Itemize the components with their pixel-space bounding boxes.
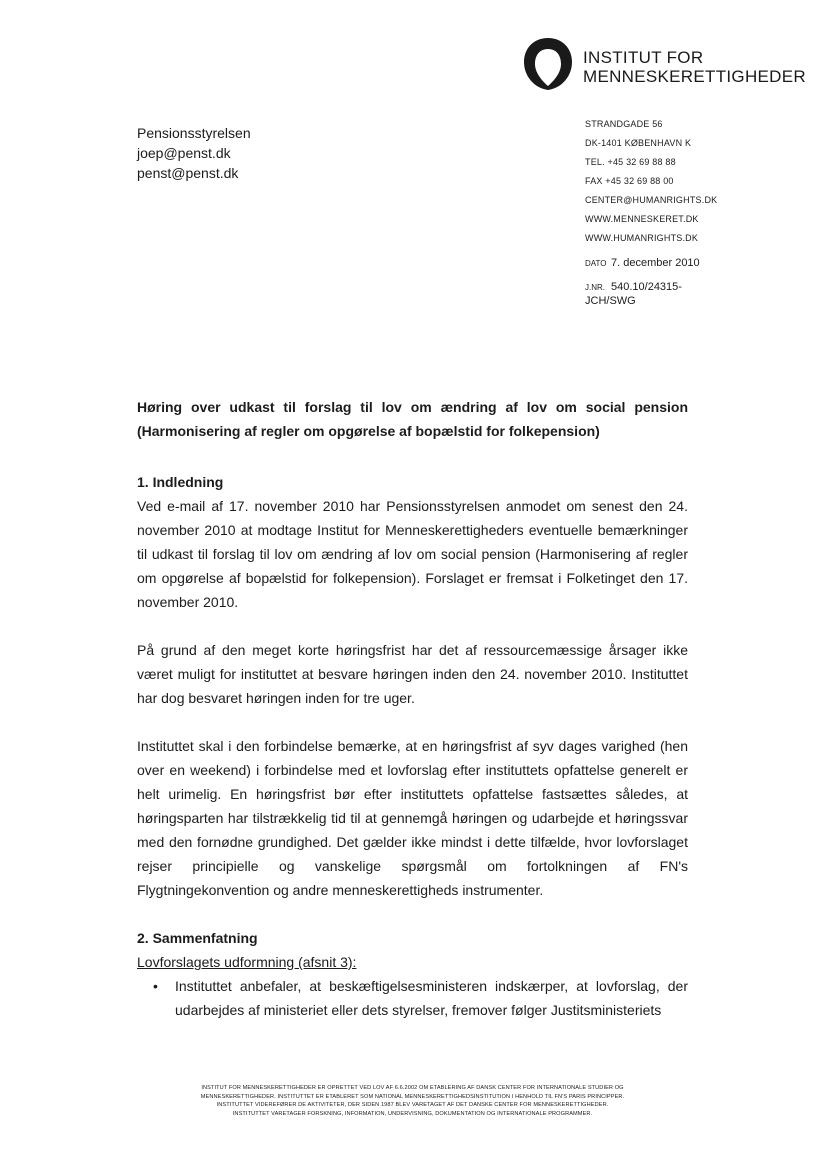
logo-line-2: MENNESKERETTIGHEDER <box>583 67 806 86</box>
summary-list <box>137 974 688 1022</box>
footer-line-3: INSTITUTTET VIDEREFØRER DE AKTIVITETER, DER SIDEN 1987 BLEV VARETAGET AF DET DANSKE CENTER FOR MENNESKERETTIGHEDER. <box>216 1102 609 1109</box>
section-1-paragraph-3: Instituttet skal i den forbindelse bemærke, at en høringsfrist af syv dages varighed (hen over en weekend) i forbindelse med et lovforslag efter instituttets opfattelse generelt er helt urimelig. En høringsfrist bør efter instituttets opfattelse fastsættes således, at høringsparten har tilstrækkelig tid til at gennemgå høringen og udarbejde et høringssvar med den fornødne grundighed. Det gælder ikke mindst i dette tilfælde, hvor lovforslaget rejser principielle og vanskelige spørgsmål om fortolkningen af FN's Flygtningekonvention og andre menneskerettigheds instrumenter. <box>137 738 688 898</box>
address-street: STRANDGADE 56 <box>585 119 663 129</box>
date-text: 7. december 2010 <box>611 257 700 269</box>
section-1-paragraph-1: Ved e-mail af 17. november 2010 har Pensionsstyrelsen anmodet om senest den 24. november 2010 at modtage Institut for Menneskerettigheders eventuelle bemærkninger til udkast til forslag til lov om ændring af lov om social pension (Harmonisering af regler om opgørelse af bopælstid for folkepension). Forslaget er fremsat i Folketinget den 17. november 2010. <box>137 498 688 610</box>
recipient-block <box>137 123 251 183</box>
logo-wordmark <box>583 48 806 86</box>
address-email[interactable]: CENTER@HUMANRIGHTS.DK <box>585 195 718 205</box>
jnr-line-1: 540.10/24315- <box>611 281 682 293</box>
list-item-text: Instituttet anbefaler, at beskæftigelsesministeren indskærper, at lovforslag, der udarbejdes af ministeriet eller dets styrelser, fremover følger Justitsministeriets <box>175 978 688 1018</box>
footer-line-1: INSTITUT FOR MENNESKERETTIGHEDER ER OPRETTET VED LOV AF 6.6.2002 OM ETABLERING AF DANSK CENTER FOR INTERNATIONALE STUDIER OG <box>201 1085 624 1091</box>
institute-logo <box>522 36 812 96</box>
logo-icon <box>522 36 574 92</box>
date-label: DATO <box>585 259 607 268</box>
footer-line-2: MENNESKERETTIGHEDER. INSTITUTTET ER ETABLERET SOM NATIONAL MENNESKERETTIGHEDSINSTITUTION I HENHOLD TIL FN'S PARIS PRINCIPPER. <box>200 1093 625 1100</box>
list-item <box>153 974 688 1022</box>
title-line-2: (Harmonisering af regler om opgørelse af bopælstid for folkepension) <box>137 423 600 439</box>
jnr-label: J.NR. <box>585 283 605 292</box>
section-1-paragraph-2: På grund af den meget korte høringsfrist har det af ressourcemæssige årsager ikke været muligt for instituttet at besvare høringen inden den 24. november 2010. Instituttet har dog besvaret høringen inden for tre uger. <box>137 642 688 706</box>
address-website-2[interactable]: WWW.HUMANRIGHTS.DK <box>585 233 699 243</box>
address-city: DK-1401 KØBENHAVN K <box>585 138 692 148</box>
section-2-heading: 2. Sammenfatning <box>137 930 258 946</box>
title-line-1: Høring over udkast til forslag til lov om ændring af lov om social pension <box>137 399 688 415</box>
recipient-email-1[interactable]: joep@penst.dk <box>137 145 231 161</box>
document-meta <box>585 256 700 317</box>
letter-title <box>137 395 688 443</box>
jnr-line-2: JCH/SWG <box>585 295 636 307</box>
jnr-row <box>585 280 700 308</box>
address-website-1[interactable]: WWW.MENNESKERET.DK <box>585 214 699 224</box>
page-footer <box>137 1084 688 1118</box>
recipient-email-2[interactable]: penst@penst.dk <box>137 165 239 181</box>
recipient-name: Pensionsstyrelsen <box>137 125 251 141</box>
date-value <box>607 256 700 271</box>
date-row <box>585 256 700 271</box>
sender-address <box>585 115 717 248</box>
address-fax: FAX +45 32 69 88 00 <box>585 176 674 186</box>
bullet-icon: • <box>153 978 158 994</box>
section-2-subheading: Lovforslagets udformning (afsnit 3): <box>137 954 357 970</box>
letter-body <box>137 395 688 1022</box>
address-phone: TEL. +45 32 69 88 88 <box>585 157 676 167</box>
section-1-heading: 1. Indledning <box>137 474 224 490</box>
logo-line-1: INSTITUT FOR <box>583 48 704 67</box>
footer-line-4: INSTITUTTET VARETAGER FORSKNING, INFORMATION, UNDERVISNING, DOKUMENTATION OG INTERNATIONALE PROGRAMMER. <box>232 1110 593 1117</box>
